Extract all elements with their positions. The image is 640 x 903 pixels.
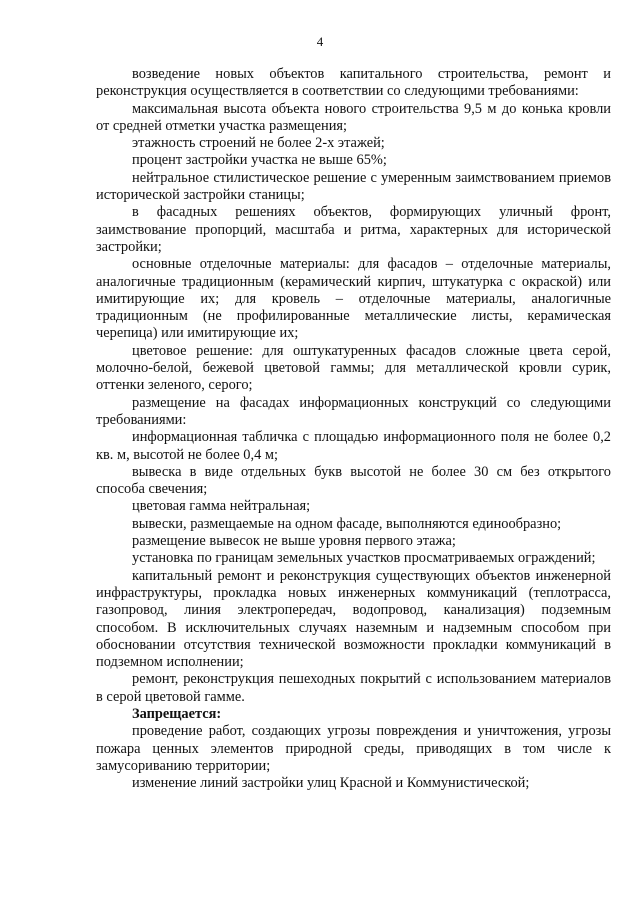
page-number: 4: [316, 34, 324, 49]
section-heading: Запрещается:: [132, 705, 222, 722]
paragraph: изменение линий застройки улиц Красной и Коммунистической;: [132, 775, 530, 792]
paragraph: этажность строений не более 2-х этажей;: [132, 135, 385, 152]
paragraph: цветовое решение: для оштукатуренных фасадов сложные цвета серой, молочно-белой, бежевой цветовой гаммы; для металлической кровли сурик, оттенки зеленого, серого;: [96, 342, 611, 394]
paragraph: вывески, размещаемые на одном фасаде, выполняются единообразно;: [132, 515, 562, 532]
paragraph: в фасадных решениях объектов, формирующих уличный фронт, заимствование пропорций, масштаба и ритма, характерных для исторической застройки;: [96, 204, 611, 255]
paragraph: нейтральное стилистическое решение с умеренным заимствованием приемов исторической застройки станицы;: [96, 169, 611, 204]
paragraph: максимальная высота объекта нового строительства 9,5 м до конька кровли от средней отметки участка размещения;: [96, 100, 611, 134]
paragraph: ремонт, реконструкция пешеходных покрытий с использованием материалов в серой цветовой гамме.: [96, 671, 611, 705]
paragraph: установка по границам земельных участков просматриваемых ограждений;: [132, 550, 596, 567]
paragraph: возведение новых объектов капитального строительства, ремонт и реконструкция осуществляется в соответствии со следующими требованиями:: [96, 66, 611, 100]
document-body: [96, 66, 611, 792]
paragraph: размещение вывесок не выше уровня первого этажа;: [132, 533, 456, 550]
paragraph: основные отделочные материалы: для фасадов – отделочные материалы, аналогичные традиционным (керамический кирпич, штукатурка с окраской) или имитирующие их; для кровель – отделочные материалы, аналогичные традиционным (не профилированные металлические листы, керамическая черепица) или имитирующие их;: [96, 256, 611, 342]
paragraph: цветовая гамма нейтральная;: [132, 498, 311, 515]
paragraph: процент застройки участка не выше 65%;: [132, 152, 387, 169]
paragraph: капитальный ремонт и реконструкция существующих объектов инженерной инфраструктуры, прокладка новых инженерных коммуникаций (теплотрасса, газопровод, линия электропередач, водопровод, канализация) подземным способом. В исключительных случаях наземным и надземным способом при обосновании отсутствия технической возможности прокладки коммуникаций в подземном исполнении;: [96, 567, 611, 671]
paragraph: информационная табличка с площадью информационного поля не более 0,2 кв. м, высотой не более 0,4 м;: [96, 429, 611, 463]
paragraph: размещение на фасадах информационных конструкций со следующими требованиями:: [96, 394, 611, 428]
paragraph: вывеска в виде отдельных букв высотой не более 30 см без открытого способа свечения;: [96, 463, 611, 498]
paragraph: проведение работ, создающих угрозы повреждения и уничтожения, угрозы пожара ценных элементов природной среды, приводящих в том числе к замусориванию территории;: [96, 723, 611, 774]
